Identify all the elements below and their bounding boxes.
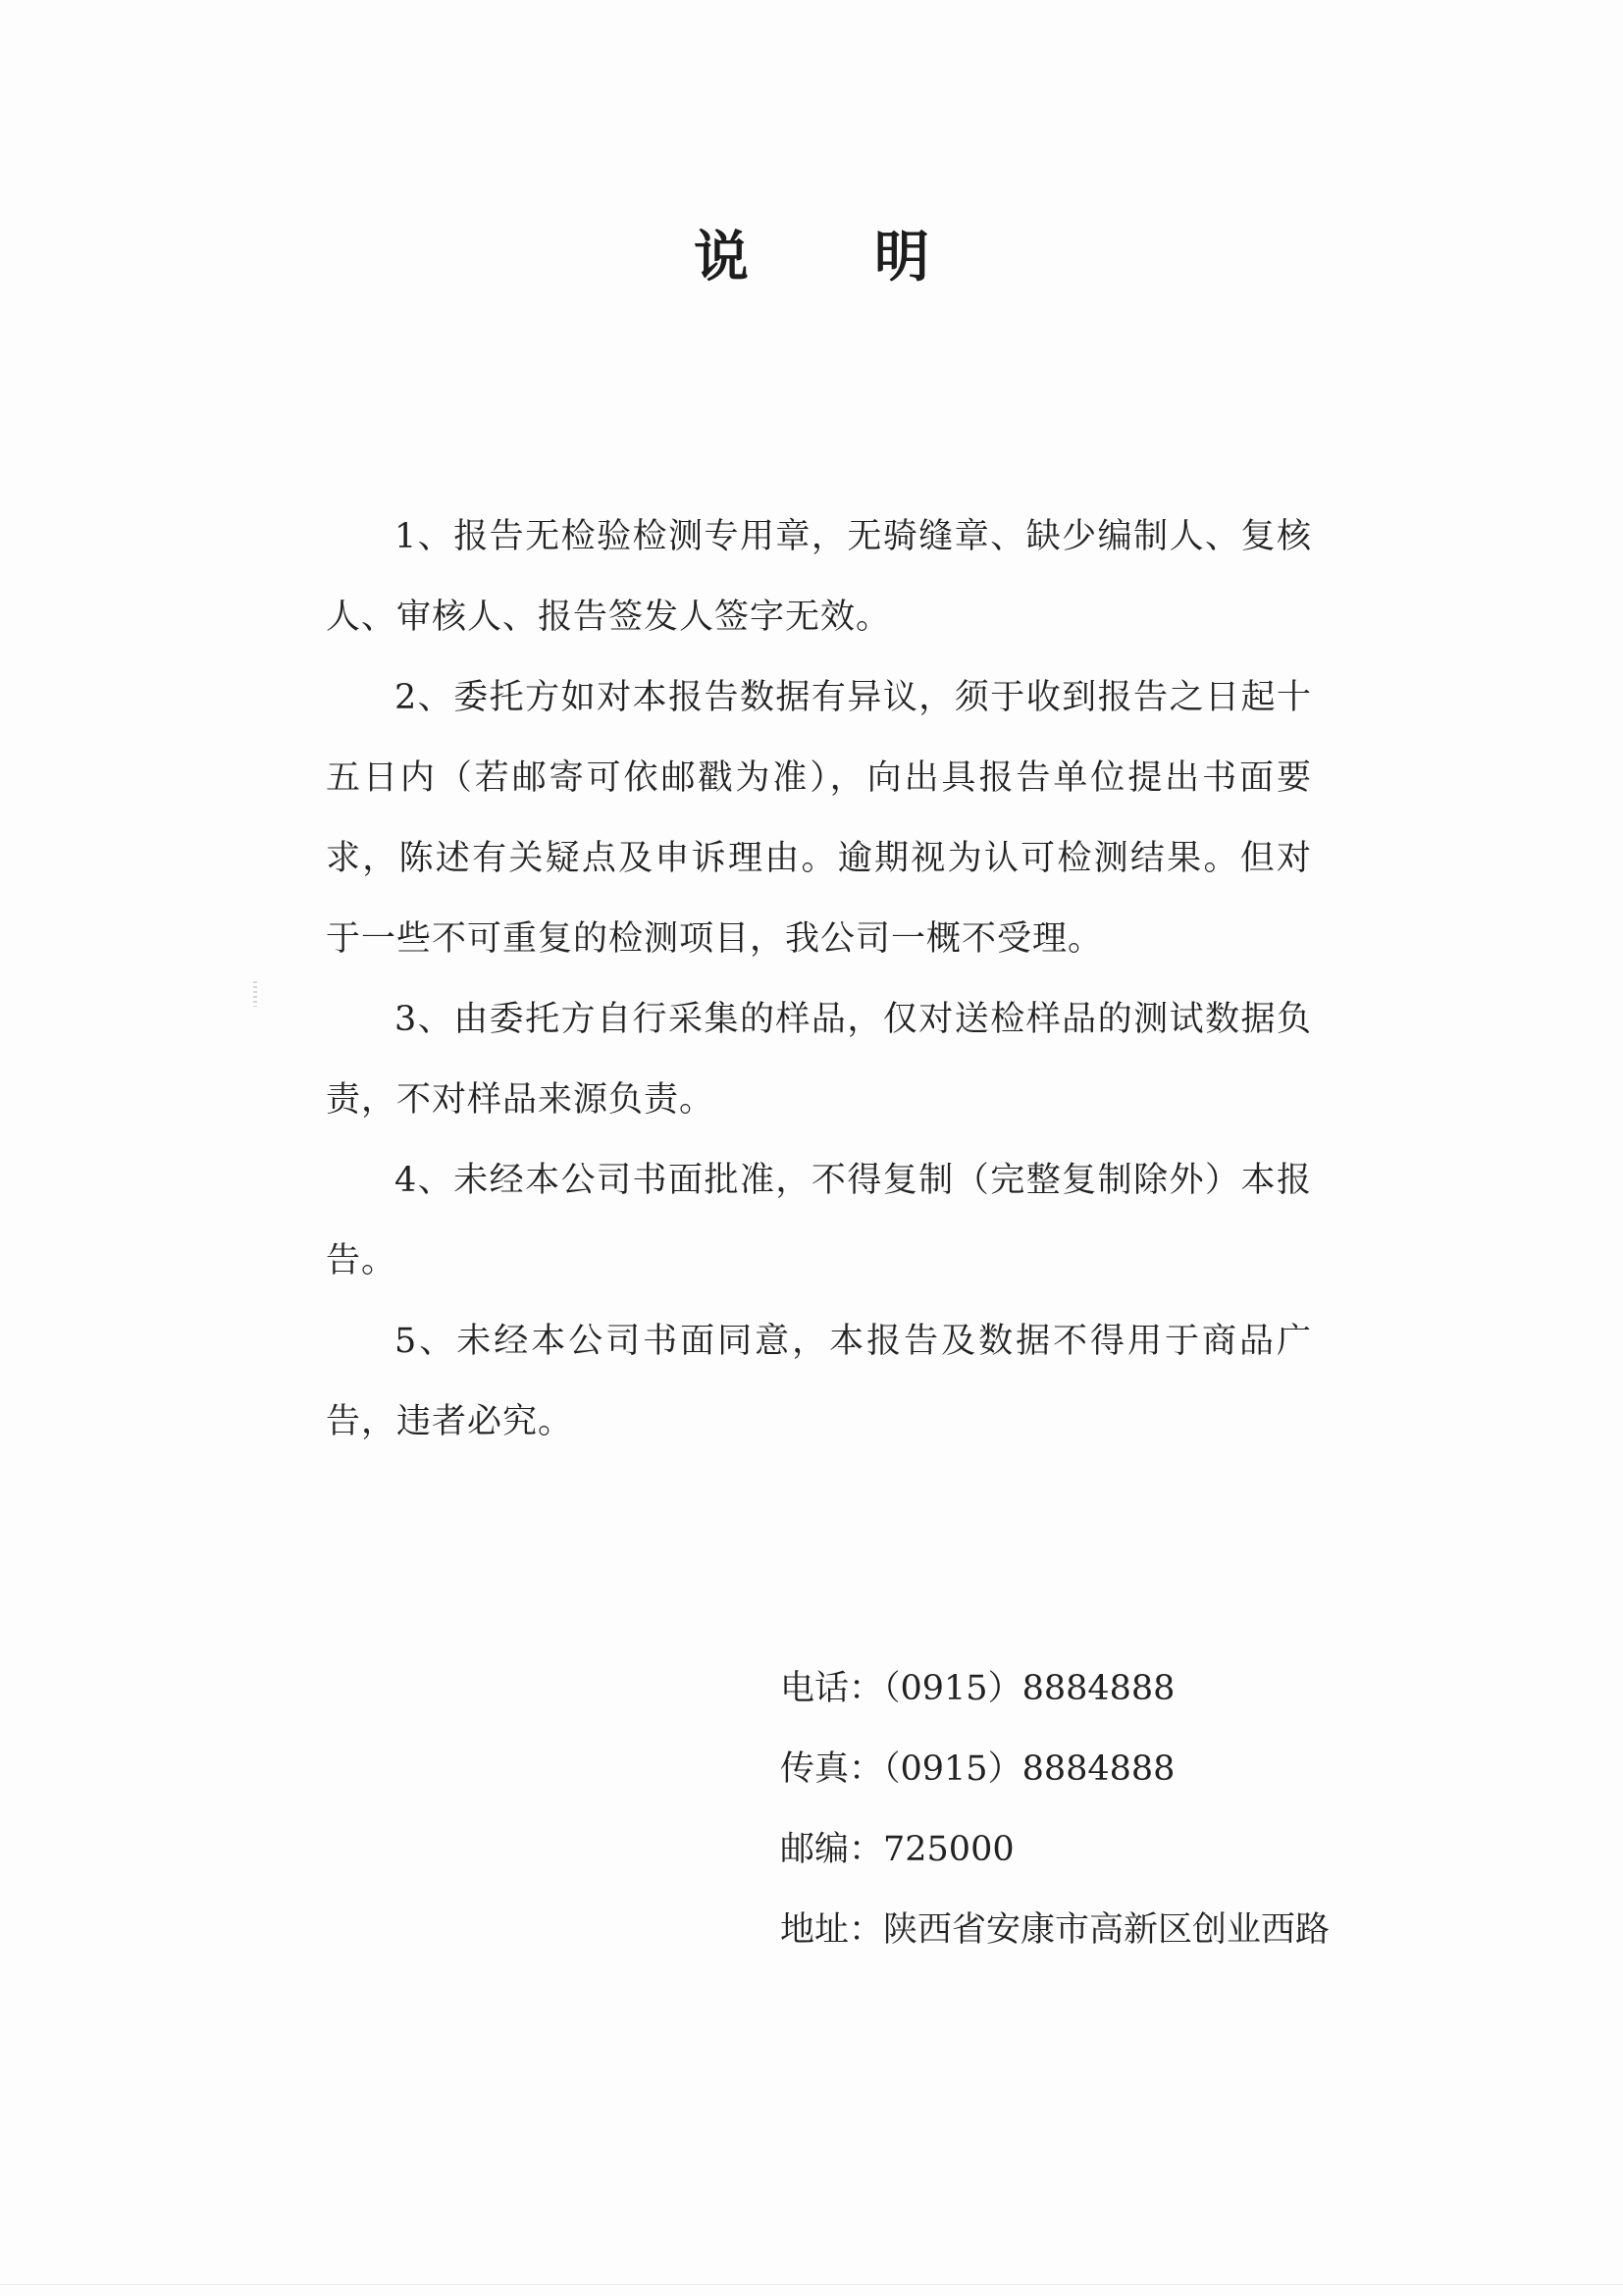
contact-fax: 传真：（0915）8884888: [780, 1749, 1176, 1789]
note-item-4: 4、未经本公司书面批准，不得复制（完整复制除外）本报告。: [326, 1161, 1312, 1280]
note-item-3: 3、由委托方自行采集的样品，仅对送检样品的测试数据负责，不对样品来源负责。: [326, 1000, 1312, 1120]
note-item-2: 2、委托方如对本报告数据有异议，须于收到报告之日起十五日内（若邮寄可依邮戳为准），向出具报告单位提出书面要求，陈述有关疑点及申诉理由。逾期视为认可检测结果。但对于一些不可重复的检测项目，我公司一概不受理。: [326, 678, 1312, 959]
contact-postcode: 邮编：725000: [780, 1830, 1015, 1869]
contact-address: 地址：陕西省安康市高新区创业西路: [780, 1910, 1331, 1950]
contact-phone: 电话：（0915）8884888: [780, 1669, 1176, 1708]
page-bottom-edge: [0, 2284, 1623, 2285]
scan-artifact: [253, 981, 257, 1007]
note-item-1: 1、报告无检验检测专用章，无骑缝章、缺少编制人、复核人、审核人、报告签发人签字无效。: [326, 517, 1312, 637]
page-title: 说明: [694, 226, 1055, 289]
notes-list: [326, 496, 1312, 1462]
note-item-5: 5、未经本公司书面同意，本报告及数据不得用于商品广告，违者必究。: [326, 1322, 1312, 1441]
contact-block: [780, 1648, 1330, 1970]
